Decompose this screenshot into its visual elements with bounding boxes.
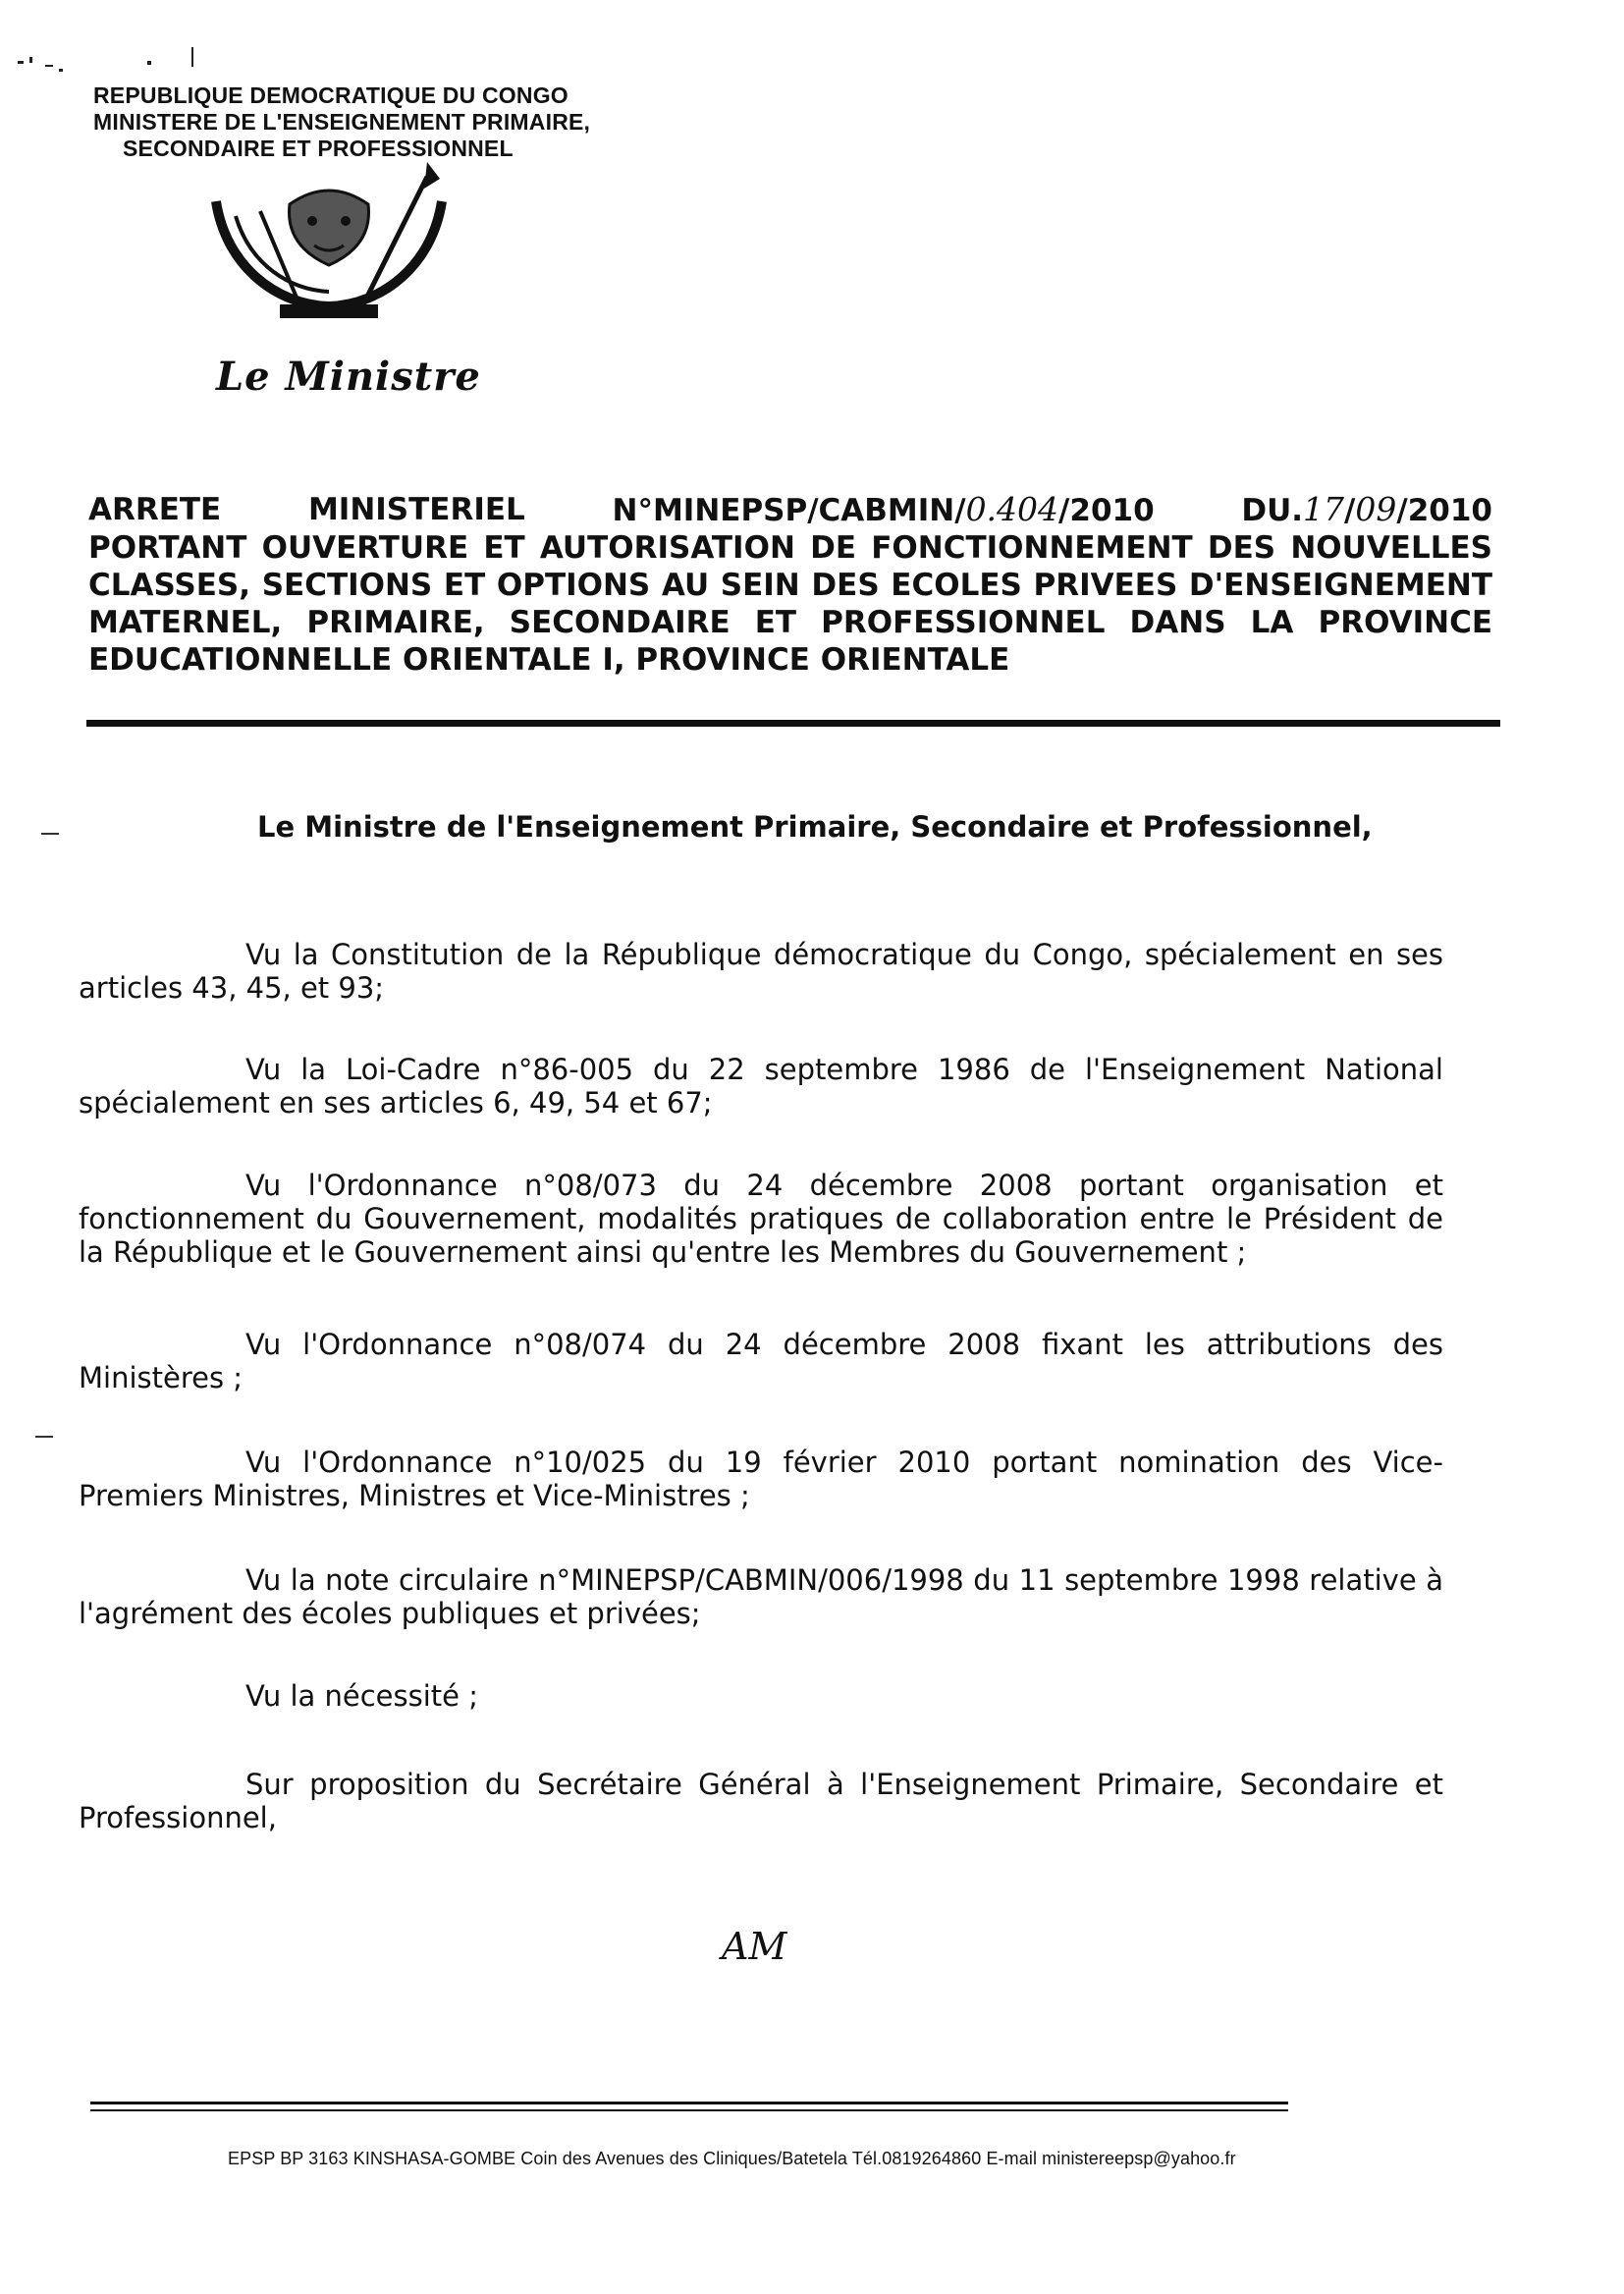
minister-heading: Le Ministre de l'Enseignement Primaire, Secondaire et Professionnel,	[257, 810, 1373, 844]
consideration-text: Vu la Constitution de la République démocratique du Congo, spécialement en ses articles 43, 45, et 93;	[79, 938, 1443, 1005]
consideration-text: Vu l'Ordonnance n°10/025 du 19 février 2010 portant nomination des Vice-Premiers Ministres, Ministres et Vice-Ministres ;	[79, 1446, 1443, 1512]
consideration-text: Vu l'Ordonnance n°08/074 du 24 décembre 2008 fixant les attributions des Ministères ;	[79, 1328, 1443, 1394]
title-line-5: EDUCATIONNELLE ORIENTALE I, PROVINCE ORIENTALE	[88, 642, 1010, 678]
consideration-text: Vu la Loi-Cadre n°86-005 du 22 septembre 1986 de l'Enseignement National spécialement en ses articles 6, 49, 54 et 67;	[79, 1053, 1443, 1120]
decree-number-prefix: N°MINEPSP/CABMIN/	[612, 493, 966, 528]
decree-year: /2010	[1396, 493, 1492, 528]
decree-number-row	[88, 491, 1492, 529]
header-republic: REPUBLIQUE DEMOCRATIQUE DU CONGO	[93, 82, 568, 108]
title-line-2: PORTANT OUVERTURE ET AUTORISATION DE FONCTIONNEMENT DES NOUVELLES	[88, 530, 1492, 566]
consideration-ordonnance-074	[79, 1328, 1443, 1394]
margin-dash	[41, 833, 59, 835]
coat-of-arms-icon	[206, 157, 452, 334]
title-divider	[86, 720, 1500, 727]
decree-number-suffix: /2010	[1058, 493, 1155, 528]
scan-speck	[45, 65, 53, 67]
decree-number	[613, 491, 1155, 529]
scan-speck	[18, 61, 24, 64]
consideration-constitution	[79, 938, 1443, 1005]
decree-date-sep: /	[1344, 493, 1356, 528]
scan-speck	[59, 69, 63, 72]
consideration-ordonnance-025	[79, 1446, 1443, 1512]
title-arrete: ARRETE	[88, 492, 222, 527]
header-ministry: MINISTERE DE L'ENSEIGNEMENT PRIMAIRE,	[93, 109, 591, 135]
consideration-note-circulaire	[79, 1563, 1443, 1630]
consideration-ordonnance-073	[79, 1169, 1443, 1269]
margin-dash	[35, 1436, 53, 1438]
decree-day-handwritten: 17	[1303, 490, 1345, 528]
decree-date	[1241, 491, 1492, 529]
handwritten-initials: AM	[722, 1925, 787, 1968]
decree-month-handwritten: 09	[1355, 490, 1397, 528]
decree-date-prefix: DU.	[1241, 493, 1304, 528]
consideration-text: Sur proposition du Secrétaire Général à l'Enseignement Primaire, Secondaire et Professionnel,	[79, 1768, 1443, 1834]
consideration-necessite	[79, 1679, 1443, 1713]
scan-speck	[147, 61, 151, 65]
consideration-text: Vu la nécessité ;	[245, 1679, 478, 1713]
consideration-text: Vu l'Ordonnance n°08/073 du 24 décembre 2008 portant organisation et fonctionnement du Gouvernement, modalités pratiques de collaboration entre le Président de la République et le Gouvernement ainsi qu'entre les Membres du Gouvernement ;	[79, 1169, 1443, 1269]
footer-address: EPSP BP 3163 KINSHASA-GOMBE Coin des Avenues des Cliniques/Batetela Tél.0819264860 E-mail ministereepsp@yahoo.fr	[228, 2149, 1236, 2168]
ministry-header	[93, 82, 590, 162]
scan-speck	[29, 57, 32, 63]
consideration-text: Vu la note circulaire n°MINEPSP/CABMIN/006/1998 du 11 septembre 1998 relative à l'agrément des écoles publiques et privées;	[79, 1563, 1443, 1630]
title-line-4: MATERNEL, PRIMAIRE, SECONDAIRE ET PROFESSIONNEL DANS LA PROVINCE	[88, 605, 1492, 640]
scan-speck	[191, 47, 193, 67]
header-ministry-cont: SECONDAIRE ET PROFESSIONNEL	[123, 136, 514, 161]
footer-divider	[90, 2102, 1288, 2104]
consideration-proposition	[79, 1768, 1443, 1834]
decree-title	[88, 491, 1492, 679]
footer-divider-thin	[90, 2109, 1288, 2111]
decree-number-handwritten: 0.404	[965, 490, 1059, 528]
consideration-loi-cadre	[79, 1053, 1443, 1120]
title-line-3: CLASSES, SECTIONS ET OPTIONS AU SEIN DES ECOLES PRIVEES D'ENSEIGNEMENT	[88, 568, 1492, 603]
title-ministeriel: MINISTERIEL	[307, 492, 525, 527]
minister-title: Le Ministre	[216, 354, 481, 400]
